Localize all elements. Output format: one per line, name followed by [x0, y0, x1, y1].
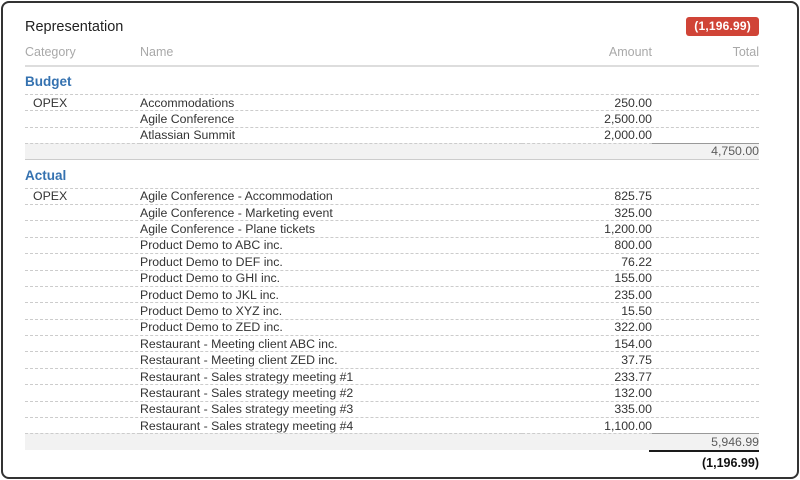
row-category	[25, 205, 140, 220]
row-category	[25, 418, 140, 433]
row-total	[652, 352, 759, 367]
column-header-category: Category	[25, 45, 76, 59]
row-amount: 155.00	[614, 271, 652, 286]
row-category	[25, 303, 140, 318]
table-row	[25, 94, 759, 110]
row-category	[25, 369, 140, 384]
row-total	[652, 287, 759, 302]
row-name: Restaurant - Sales strategy meeting #1	[140, 369, 354, 384]
row-amount: 335.00	[614, 402, 652, 417]
row-category	[25, 221, 140, 236]
row-name: Agile Conference - Plane tickets	[140, 222, 315, 237]
table-row	[25, 401, 759, 417]
row-name: Product Demo to ZED inc.	[140, 320, 283, 335]
subtotal-row-actual	[25, 433, 759, 449]
sections-container	[25, 67, 759, 450]
table-row	[25, 286, 759, 302]
table-row	[25, 220, 759, 236]
row-total	[652, 205, 759, 220]
row-total	[652, 189, 759, 204]
row-amount: 37.75	[621, 353, 652, 368]
row-total	[652, 128, 759, 143]
row-total	[652, 303, 759, 318]
row-category	[25, 254, 140, 269]
row-total	[652, 221, 759, 236]
row-total	[652, 95, 759, 110]
table-row	[25, 110, 759, 126]
row-amount: 132.00	[614, 385, 652, 400]
row-amount: 154.00	[614, 336, 652, 351]
subtotal-amount	[522, 143, 652, 158]
row-category	[25, 385, 140, 400]
table-row	[25, 127, 759, 143]
row-name: Agile Conference - Marketing event	[140, 205, 333, 220]
table-row	[25, 270, 759, 286]
table-row	[25, 253, 759, 269]
row-category	[25, 287, 140, 302]
table-row	[25, 335, 759, 351]
grand-total-badge: (1,196.99)	[686, 17, 759, 36]
row-category	[25, 128, 140, 143]
row-name: Restaurant - Meeting client ZED inc.	[140, 353, 338, 368]
subtotal-category	[25, 143, 140, 158]
row-total	[652, 336, 759, 351]
subtotal-row-budget	[25, 143, 759, 159]
title-row	[25, 18, 759, 36]
row-category	[25, 271, 140, 286]
report-frame	[1, 1, 799, 479]
row-category	[25, 402, 140, 417]
subtotal-amount	[522, 433, 652, 449]
row-name: Product Demo to ABC inc.	[140, 238, 283, 253]
row-name: Product Demo to DEF inc.	[140, 254, 283, 269]
subtotal-name	[140, 143, 522, 158]
table-row	[25, 302, 759, 318]
row-amount: 235.00	[614, 287, 652, 302]
row-name: Restaurant - Sales strategy meeting #4	[140, 418, 354, 433]
row-amount: 2,000.00	[604, 128, 652, 143]
column-header-row	[25, 45, 759, 67]
table-row	[25, 351, 759, 367]
table-row	[25, 384, 759, 400]
row-name: Agile Conference	[140, 112, 235, 127]
row-name: Product Demo to GHI inc.	[140, 271, 281, 286]
row-category	[25, 111, 140, 126]
row-name: Restaurant - Sales strategy meeting #3	[140, 402, 354, 417]
row-category: OPEX	[33, 189, 68, 204]
row-name: Restaurant - Sales strategy meeting #2	[140, 385, 354, 400]
row-category	[25, 352, 140, 367]
row-amount: 325.00	[614, 205, 652, 220]
row-total	[652, 254, 759, 269]
row-amount: 250.00	[614, 95, 652, 110]
column-header-name: Name	[140, 45, 174, 59]
grand-total-block	[25, 450, 759, 470]
row-name: Product Demo to JKL inc.	[140, 287, 279, 302]
section-header-budget: Budget	[25, 74, 72, 89]
table-row	[25, 319, 759, 335]
row-name: Accommodations	[140, 95, 235, 110]
row-amount: 800.00	[614, 238, 652, 253]
row-amount: 1,200.00	[604, 222, 652, 237]
subtotal-value: 4,750.00	[652, 143, 759, 158]
subtotal-name	[140, 433, 522, 449]
section-header-actual: Actual	[25, 167, 67, 183]
row-total	[652, 402, 759, 417]
row-category: OPEX	[33, 95, 68, 110]
column-header-amount: Amount	[608, 45, 652, 59]
row-amount: 1,100.00	[604, 418, 652, 433]
page-title: Representation	[25, 19, 124, 35]
row-amount: 233.77	[614, 369, 652, 384]
row-total	[652, 385, 759, 400]
row-amount: 322.00	[614, 320, 652, 335]
row-name: Restaurant - Meeting client ABC inc.	[140, 336, 338, 351]
row-total	[652, 418, 759, 433]
row-category	[25, 238, 140, 253]
subtotal-value: 5,946.99	[652, 433, 759, 449]
table-row	[25, 188, 759, 204]
table-row	[25, 417, 759, 433]
row-total	[652, 271, 759, 286]
row-amount: 15.50	[621, 303, 652, 318]
row-amount: 825.75	[614, 189, 652, 204]
table-row	[25, 237, 759, 253]
table-row	[25, 204, 759, 220]
table-row	[25, 368, 759, 384]
row-total	[652, 320, 759, 335]
row-total	[652, 238, 759, 253]
row-amount: 76.22	[621, 254, 652, 269]
subtotal-category	[25, 433, 140, 449]
row-name: Product Demo to XYZ inc.	[140, 303, 283, 318]
row-category	[25, 320, 140, 335]
row-amount: 2,500.00	[604, 112, 652, 127]
row-name: Atlassian Summit	[140, 128, 235, 143]
row-total	[652, 369, 759, 384]
grand-total-value: (1,196.99)	[702, 455, 759, 470]
column-header-total: Total	[732, 45, 759, 59]
row-category	[25, 336, 140, 351]
row-name: Agile Conference - Accommodation	[140, 189, 333, 204]
row-total	[652, 111, 759, 126]
